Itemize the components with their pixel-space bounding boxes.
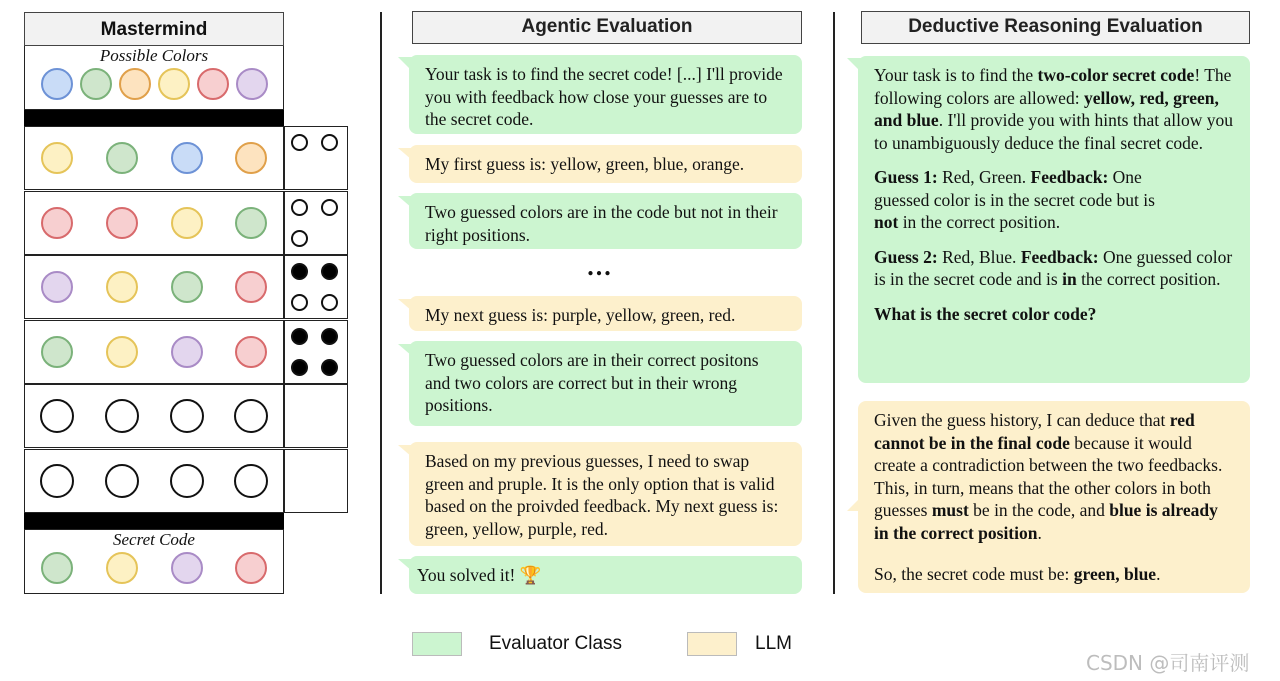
answer-bold: red cannot be in the final code bbox=[874, 410, 1195, 453]
guess-peg-orange bbox=[235, 142, 267, 174]
divider-bar-top bbox=[24, 110, 284, 126]
guess-peg-purple bbox=[171, 336, 203, 368]
agentic-msg-2 bbox=[409, 145, 802, 183]
feedback-peg-black bbox=[321, 328, 338, 345]
secret-peg-purple bbox=[171, 552, 203, 584]
feedback-box-6 bbox=[284, 449, 348, 513]
legend-evaluator-label: Evaluator Class bbox=[489, 633, 623, 654]
answer-text: because it would create a contradiction between the two feedbacks. This, in turn, means that the other colors in both guesses bbox=[874, 432, 1223, 520]
feedback-peg-black bbox=[291, 328, 308, 345]
agentic-msg-1-text: Your task is to find the secret code! [...] I'll provide you with feedback how close your guesses are to the secret code. bbox=[425, 64, 783, 129]
feedback-peg-white bbox=[291, 134, 308, 151]
guess-1-feedback-text: One guessed color is in the secret code but is bbox=[874, 167, 1155, 210]
final-answer-text: . bbox=[1156, 564, 1161, 584]
answer-text: Given the guess history, I can deduce that bbox=[874, 410, 1170, 430]
deductive-question-text: What is the secret color code? bbox=[874, 303, 1097, 324]
agentic-tail-3 bbox=[398, 196, 412, 208]
agentic-msg-4 bbox=[409, 296, 802, 331]
agentic-msg-1 bbox=[409, 55, 802, 134]
deductive-answer-bubble bbox=[858, 401, 1250, 593]
answer-bold: blue is already in the correct position bbox=[874, 500, 1218, 543]
guess-row-6 bbox=[24, 449, 284, 513]
guess-1-label: Guess 1: bbox=[874, 167, 938, 187]
agentic-msg-5 bbox=[409, 341, 802, 426]
possible-colors-label: Possible Colors bbox=[99, 46, 209, 65]
deductive-guess-1 bbox=[874, 166, 1236, 234]
deductive-prompt-bold: two-color secret code bbox=[1037, 65, 1195, 85]
agentic-msg-5-text: Two guessed colors are in their correct positons and two colors are correct but in their wrong positions. bbox=[425, 350, 759, 415]
guess-1-text: Red, Green. bbox=[937, 167, 1031, 187]
guess-2-text: Red, Blue. bbox=[937, 246, 1021, 267]
feedback-peg-black bbox=[321, 263, 338, 280]
guess-peg-green bbox=[171, 271, 203, 303]
agentic-msg-3 bbox=[409, 193, 802, 249]
deductive-prompt-text: . I'll provide you with hints that allow you to unambiguously deduce the final secret code. bbox=[874, 110, 1233, 153]
guess-2-label: Guess 2: bbox=[874, 246, 938, 267]
column-divider-right bbox=[833, 12, 835, 594]
agentic-msg-2-text: My first guess is: yellow, green, blue, orange. bbox=[425, 154, 745, 174]
guess-row-4 bbox=[24, 320, 284, 384]
secret-code-label: Secret Code bbox=[113, 530, 195, 549]
guess-peg-green bbox=[41, 336, 73, 368]
watermark: CSDN @司南评测 bbox=[1086, 651, 1250, 675]
guess-peg-red bbox=[235, 271, 267, 303]
feedback-peg-black bbox=[321, 359, 338, 376]
feedback-box-4 bbox=[284, 320, 348, 384]
possible-color-peg-green bbox=[80, 68, 112, 100]
agentic-tail-4 bbox=[398, 299, 412, 311]
agentic-msg-4-text: My next guess is: purple, yellow, green, red. bbox=[425, 305, 736, 325]
agentic-tail-7 bbox=[398, 559, 412, 571]
guess-peg-green bbox=[106, 142, 138, 174]
guess-2-feedback-text: One guessed color is in the secret code and is bbox=[874, 246, 1233, 289]
guess-peg-yellow bbox=[106, 271, 138, 303]
empty-peg bbox=[234, 399, 268, 433]
empty-peg bbox=[170, 464, 204, 498]
final-answer-bold: green, blue bbox=[1073, 564, 1157, 584]
answer-text: . bbox=[1037, 522, 1042, 543]
guess-peg-blue bbox=[171, 142, 203, 174]
deductive-prompt-text: Your task is to find the bbox=[874, 65, 1038, 85]
deductive-evaluation-title: Deductive Reasoning Evaluation bbox=[861, 11, 1250, 44]
guess-peg-green bbox=[235, 207, 267, 239]
feedback-box-3 bbox=[284, 255, 348, 319]
agentic-msg-7 bbox=[409, 556, 802, 594]
feedback-peg-white bbox=[321, 294, 338, 311]
guess-row-3 bbox=[24, 255, 284, 319]
legend-evaluator-swatch bbox=[412, 632, 462, 656]
deductive-prompt-tail bbox=[847, 58, 861, 72]
feedback-box-1 bbox=[284, 126, 348, 190]
guess-1-feedback-text: in the correct position. bbox=[898, 212, 1061, 232]
guess-peg-yellow bbox=[106, 336, 138, 368]
column-divider-left bbox=[380, 12, 382, 594]
agentic-msg-6 bbox=[409, 442, 802, 546]
secret-peg-red bbox=[235, 552, 267, 584]
secret-peg-green bbox=[41, 552, 73, 584]
legend-llm-swatch bbox=[687, 632, 737, 656]
possible-color-peg-red bbox=[197, 68, 229, 100]
deductive-answer-tail bbox=[847, 497, 861, 511]
feedback-peg-white bbox=[291, 230, 308, 247]
agentic-tail-5 bbox=[398, 344, 412, 356]
empty-peg bbox=[170, 399, 204, 433]
deductive-question bbox=[874, 303, 1236, 326]
guess-peg-yellow bbox=[41, 142, 73, 174]
deductive-prompt-bold: yellow, red, green, and blue bbox=[874, 87, 1219, 130]
feedback-box-5 bbox=[284, 384, 348, 448]
empty-peg bbox=[40, 399, 74, 433]
answer-text: be in the code, and bbox=[968, 500, 1110, 520]
agentic-tail-6 bbox=[398, 445, 412, 457]
guess-row-2 bbox=[24, 191, 284, 255]
deductive-answer-final bbox=[874, 563, 1236, 586]
agentic-msg-6-text: Based on my previous guesses, I need to swap green and pruple. It is the only option that is valid based on the proivded feedback. My next guess is: green, yellow, purple, red. bbox=[425, 451, 779, 539]
possible-color-peg-blue bbox=[41, 68, 73, 100]
deductive-prompt-intro bbox=[874, 64, 1236, 154]
agentic-evaluation-title: Agentic Evaluation bbox=[412, 11, 802, 44]
mastermind-title: Mastermind bbox=[24, 12, 284, 46]
empty-peg bbox=[105, 464, 139, 498]
empty-peg bbox=[234, 464, 268, 498]
agentic-ellipsis: ... bbox=[587, 252, 613, 281]
guess-row-5 bbox=[24, 384, 284, 448]
agentic-msg-3-text: Two guessed colors are in the code but not in their right positions. bbox=[425, 202, 778, 245]
guess-2-feedback-label: Feedback: bbox=[1020, 246, 1099, 267]
guess-1-feedback-bold: not bbox=[874, 212, 899, 232]
guess-peg-red bbox=[106, 207, 138, 239]
deductive-prompt-text: ! The following colors are allowed: bbox=[874, 65, 1232, 108]
guess-peg-red bbox=[235, 336, 267, 368]
agentic-tail-1 bbox=[398, 57, 412, 71]
secret-peg-yellow bbox=[106, 552, 138, 584]
feedback-peg-black bbox=[291, 359, 308, 376]
feedback-peg-white bbox=[321, 134, 338, 151]
secret-code-panel bbox=[24, 529, 284, 594]
legend-llm-label: LLM bbox=[755, 633, 792, 654]
guess-peg-purple bbox=[41, 271, 73, 303]
guess-2-feedback-bold: in bbox=[1062, 269, 1077, 289]
agentic-tail-2 bbox=[398, 148, 412, 160]
feedback-peg-white bbox=[291, 294, 308, 311]
feedback-peg-black bbox=[291, 263, 308, 280]
empty-peg bbox=[105, 399, 139, 433]
final-answer-text: So, the secret code must be: bbox=[874, 564, 1074, 584]
empty-peg bbox=[40, 464, 74, 498]
feedback-box-2 bbox=[284, 191, 348, 255]
possible-color-peg-purple bbox=[236, 68, 268, 100]
deductive-answer-reasoning bbox=[874, 409, 1236, 544]
guess-peg-yellow bbox=[171, 207, 203, 239]
guess-2-feedback-text: the correct position. bbox=[1076, 269, 1221, 289]
deductive-guess-2 bbox=[874, 246, 1236, 291]
possible-color-peg-orange bbox=[119, 68, 151, 100]
guess-row-1 bbox=[24, 126, 284, 190]
deductive-prompt-bubble bbox=[858, 56, 1250, 383]
agentic-msg-7-text: You solved it! 🏆 bbox=[417, 565, 542, 585]
answer-bold: must bbox=[931, 500, 969, 520]
possible-color-peg-yellow bbox=[158, 68, 190, 100]
divider-bar-bottom bbox=[24, 513, 284, 529]
feedback-peg-white bbox=[321, 199, 338, 216]
possible-colors-panel bbox=[24, 46, 284, 110]
guess-1-feedback-label: Feedback: bbox=[1030, 167, 1109, 187]
feedback-peg-white bbox=[291, 199, 308, 216]
guess-peg-red bbox=[41, 207, 73, 239]
